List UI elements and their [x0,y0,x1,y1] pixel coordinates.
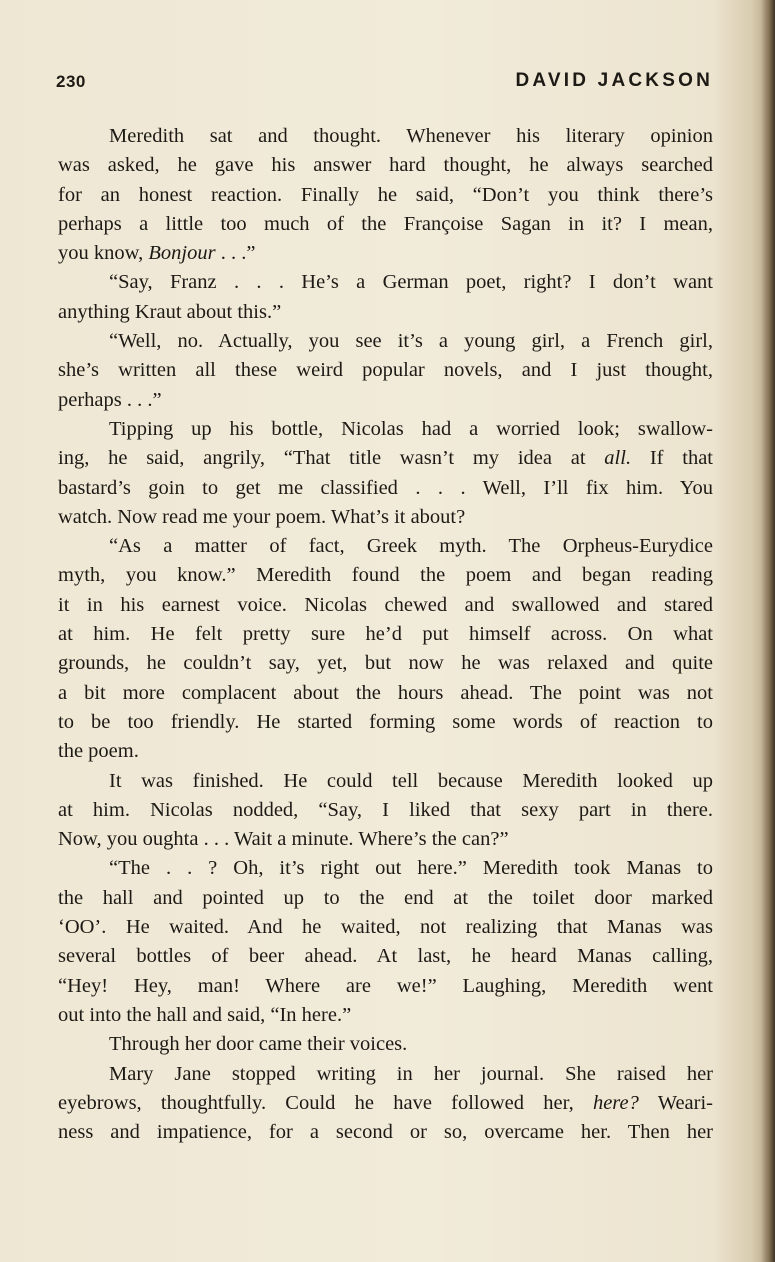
running-head: DAVID JACKSON [515,70,713,91]
text-line: a bit more complacent about the hours ahead. The point was not [58,681,713,704]
italic-text: Bonjour [148,242,216,265]
text-line [58,239,713,268]
text-line: the poem. [58,740,139,763]
text-line: to be too friendly. He started forming some words of reaction to [58,710,713,733]
text-line: Mary Jane stopped writing in her journal. She raised her [109,1062,713,1085]
text-line: Meredith sat and thought. Whenever his literary opinion [109,125,713,147]
text-line: Now, you oughta . . . Wait a minute. Where’s the can?” [58,828,509,851]
book-spine-shadow [761,0,775,1262]
text-line: perhaps a little too much of the Françoise Sagan in it? I mean, [58,212,713,235]
text-line: anything Kraut about this.” [58,300,282,323]
text-line: it in his earnest voice. Nicolas chewed and swallowed and stared [58,593,713,616]
body-text [58,122,713,1147]
text-line: grounds, he couldn’t say, yet, but now he was relaxed and quite [58,652,713,675]
text-line: ness and impatience, for a second or so, overcame her. Then her [58,1121,713,1144]
text-segment: you know, [58,242,149,265]
page-header [56,70,713,100]
text-segment: ing, he said, angrily, “That title wasn’t my idea at [58,447,605,470]
text-line: “Well, no. Actually, you see it’s a young girl, a French girl, [109,330,713,353]
text-segment: Weari- [638,1091,713,1114]
text-line: Through her door came their voices. [109,1033,408,1056]
text-segment: eyebrows, thoughtfully. Could he have followed her, [58,1091,593,1114]
italic-text: here? [592,1091,639,1114]
text-line: perhaps . . .” [58,388,162,411]
text-line [58,444,713,473]
text-line: myth, you know.” Meredith found the poem and began reading [58,564,713,587]
text-line: It was finished. He could tell because Meredith looked up [109,769,713,792]
text-line: at him. Nicolas nodded, “Say, I liked that sexy part in there. [58,798,713,821]
text-line [58,1089,713,1118]
text-line: “Say, Franz . . . He’s a German poet, right? I don’t want [109,271,713,294]
text-line: Tipping up his bottle, Nicolas had a worried look; swallow- [109,417,713,440]
text-line: was asked, he gave his answer hard thought, he always searched [58,154,713,177]
text-segment: . . .” [215,242,256,265]
text-line: watch. Now read me your poem. What’s it about? [58,505,466,528]
text-line: she’s written all these weird popular novels, and I just thought, [58,359,713,382]
text-line: the hall and pointed up to the end at the toilet door marked [58,886,713,909]
text-line: ‘OO’. He waited. And he waited, not realizing that Manas was [58,916,713,939]
text-line: “Hey! Hey, man! Where are we!” Laughing, Meredith went [58,974,713,997]
text-line: bastard’s goin to get me classified . . . Well, I’ll fix him. You [58,476,713,499]
page-number: 230 [56,72,86,91]
italic-text: all. [604,447,632,470]
text-line: “As a matter of fact, Greek myth. The Orpheus-Eurydice [109,535,713,558]
text-line: several bottles of beer ahead. At last, he heard Manas calling, [58,945,713,968]
text-segment: If that [631,447,714,470]
text-line: “The . . ? Oh, it’s right out here.” Meredith took Manas to [109,857,713,880]
text-line: at him. He felt pretty sure he’d put himself across. On what [58,623,713,646]
text-line: for an honest reaction. Finally he said, “Don’t you think there’s [58,183,713,206]
text-line: out into the hall and said, “In here.” [58,1003,352,1026]
